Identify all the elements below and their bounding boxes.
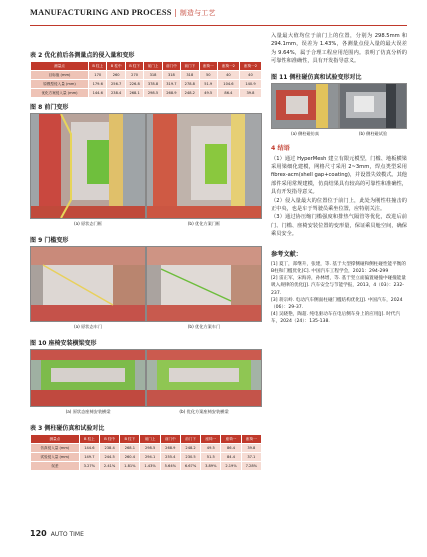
figure-9-caption: 图 9 门槛变形 bbox=[30, 237, 69, 244]
figure-8-caption: 图 8 前门变形 bbox=[30, 104, 69, 111]
table-header: 座椅一 bbox=[221, 435, 241, 444]
table-cell: 179.6 bbox=[89, 80, 107, 89]
table-cell: 144.6 bbox=[79, 444, 99, 453]
table-cell: 50 bbox=[199, 71, 217, 80]
table-header: B 柱下 bbox=[120, 435, 140, 444]
fig9-image-b bbox=[146, 246, 262, 322]
table3-header-row bbox=[31, 435, 262, 444]
conclusion-paragraph-3: （3）通过协压缩门槛强度和排热气隔管等优化，改进后前门、门槛、座椅安装位置的变形量，保证乘员舱空间，确保乘员安全。 bbox=[271, 214, 407, 238]
reference-item: [3] 蒋宗岭. 电动汽车侧面柱碰门槛结构优化[J]. 中国汽车，2024（06）：29-37. bbox=[271, 297, 403, 310]
table-cell: 230.5 bbox=[180, 453, 200, 462]
table-header: 前门中 bbox=[160, 435, 180, 444]
table-cell: 226.8 bbox=[125, 80, 143, 89]
fig8-image-a bbox=[30, 113, 146, 219]
table-header: 测量点 bbox=[31, 435, 80, 444]
conclusion-paragraph-1: （1）通过 HyperMesh 建立有限元模型，门槛、地板横梁采用梁细化建模，网格尺寸采用 2~3mm，焊点类型采用 fibrex-acm(shell gap+coating)，并设置失效模式。其他部件采用常规建模，仿真结果具有较高的可靠性和准确性，具有开发指导意义。 bbox=[271, 155, 407, 196]
fig10-sub-b: (b) 优化方案座椅安装横梁 bbox=[179, 409, 229, 414]
right-column bbox=[271, 32, 407, 326]
fig8-sub-a: (a) 原状态门框 bbox=[73, 221, 103, 226]
table-cell: 5.64% bbox=[160, 462, 180, 471]
table-cell: 51.5 bbox=[201, 453, 221, 462]
table-cell: 238.4 bbox=[107, 89, 125, 98]
table-cell: 原模型侵入量 (mm) bbox=[31, 80, 89, 89]
header-title-en: MANUFACTURING AND PROCESS bbox=[30, 8, 172, 17]
table-cell: 误差 bbox=[31, 462, 80, 471]
table-cell: 318 bbox=[162, 71, 180, 80]
table-cell: 51.9 bbox=[199, 80, 217, 89]
table-cell: 255.4 bbox=[160, 453, 180, 462]
table-header: 前门下 bbox=[181, 62, 199, 71]
table-cell: 298.5 bbox=[140, 444, 160, 453]
table-cell: 248.2 bbox=[180, 444, 200, 453]
fig8-sub-b: (b) 优化方案门框 bbox=[187, 221, 221, 226]
references-heading: 参考文献： bbox=[271, 250, 302, 258]
conclusion-paragraph-2: （2）侵入量最大的位置位于前门上，此处为刚性柱撞击的正中央，也是车于驾驶员乘坐位置，应特别关注。 bbox=[271, 197, 407, 213]
table-cell: 40 bbox=[217, 71, 239, 80]
fig11-sub-a: (a) 侧柱碰仿真 bbox=[290, 130, 320, 136]
table-cell: 144.6 bbox=[89, 89, 107, 98]
table-cell: 318 bbox=[181, 71, 199, 80]
table-cell: 256.7 bbox=[107, 80, 125, 89]
table-cell: 278.8 bbox=[181, 80, 199, 89]
page-footer bbox=[30, 529, 84, 538]
table-cell: 270 bbox=[125, 71, 143, 80]
table-header: 座椅一2 bbox=[217, 62, 239, 71]
table-cell: 260.4 bbox=[120, 453, 140, 462]
table-cell: 1.43% bbox=[140, 462, 160, 471]
table-cell: 268.9 bbox=[160, 444, 180, 453]
table-cell: 86.4 bbox=[221, 444, 241, 453]
reference-item: [1] 夏丁，郑继升，张建，等. 基于大型撑侧碰和侧柱碰性能平衡的B柱和门槛优化[C]. 中国汽车工程学会，2021：294-299 bbox=[271, 261, 406, 274]
table-cell: 104.6 bbox=[217, 80, 239, 89]
table-cell: 268.1 bbox=[120, 444, 140, 453]
table-cell: 238.4 bbox=[100, 444, 120, 453]
header-rule bbox=[30, 25, 407, 26]
table-header: 座椅一 bbox=[201, 435, 221, 444]
table3-caption: 表 3 侧柱碰仿真和试验对比 bbox=[30, 425, 105, 432]
table-cell: 268.1 bbox=[125, 89, 143, 98]
table-cell: 244.5 bbox=[100, 453, 120, 462]
table2-caption: 表 2 优化前后各测量点的侵入量和变形 bbox=[30, 52, 135, 59]
table-header: B 柱上 bbox=[89, 62, 107, 71]
table-cell: 39.8 bbox=[241, 444, 261, 453]
fig10-image-b bbox=[146, 349, 262, 407]
fig9-image-a bbox=[30, 246, 146, 322]
table-header: 前门上 bbox=[144, 62, 162, 71]
table-row bbox=[31, 89, 262, 98]
table3 bbox=[30, 434, 262, 471]
table-cell: 86.4 bbox=[217, 89, 239, 98]
table-header: 前门中 bbox=[162, 62, 180, 71]
table-header: B 柱下 bbox=[125, 62, 143, 71]
table-header: B 柱中 bbox=[100, 435, 120, 444]
figure-11-caption: 图 11 侧柱碰仿真和试验变形对比 bbox=[271, 73, 362, 81]
table-header: 前门上 bbox=[140, 435, 160, 444]
figure-10-caption: 图 10 座椅安装横梁变形 bbox=[30, 340, 97, 347]
fig10-image-a bbox=[30, 349, 146, 407]
table-header: B 柱中 bbox=[107, 62, 125, 71]
table-row bbox=[31, 444, 262, 453]
table2-header-row bbox=[31, 62, 262, 71]
table-row bbox=[31, 462, 262, 471]
figure-11 bbox=[271, 72, 407, 137]
table-cell: 49.5 bbox=[201, 444, 221, 453]
table-cell: 仿真侵入量 (mm) bbox=[31, 444, 80, 453]
intro-paragraph: 入量最大值均位于前门上的位置，分别为 298.5mm 和 294.1mm，误差为 1.43%，各测量点侵入量的最大误差为 9.64%，属于合理工程应用范围内。表明了仿真分析的可靠性和准确性，具有开发指导意义。 bbox=[271, 33, 407, 65]
table-cell: 268.9 bbox=[162, 89, 180, 98]
table-cell: 40 bbox=[239, 71, 261, 80]
table-header: 前门下 bbox=[180, 435, 200, 444]
fig9-sub-b: (b) 优化方案车门 bbox=[187, 324, 221, 329]
table-cell: 298.5 bbox=[144, 89, 162, 98]
table-cell: 294.1 bbox=[140, 453, 160, 462]
table-cell: 319.7 bbox=[162, 80, 180, 89]
figure-8 bbox=[30, 102, 262, 227]
table-cell: 优化方案侵入量 (mm) bbox=[31, 89, 89, 98]
table-cell: 6.67% bbox=[180, 462, 200, 471]
left-column bbox=[30, 32, 262, 475]
table-cell: 39.8 bbox=[239, 89, 261, 98]
fig11-sub-b: (b) 侧柱碰试验 bbox=[358, 130, 388, 136]
table-header: 测量点 bbox=[31, 62, 89, 71]
fig8-image-b bbox=[146, 113, 262, 219]
table-cell: 37.1 bbox=[241, 453, 261, 462]
table-cell: 2.41% bbox=[100, 462, 120, 471]
table-cell: 试验侵入量 (mm) bbox=[31, 453, 80, 462]
table-cell: 378.8 bbox=[144, 80, 162, 89]
table-header: 座椅一 bbox=[241, 435, 261, 444]
table-row bbox=[31, 453, 262, 462]
fig10-sub-a: (a) 原状态座椅安装横梁 bbox=[65, 409, 111, 414]
table-cell: 1.81% bbox=[120, 462, 140, 471]
table-cell: 149.7 bbox=[79, 453, 99, 462]
table-cell: 260 bbox=[107, 71, 125, 80]
table-cell: 170 bbox=[89, 71, 107, 80]
table-cell: 2.19% bbox=[221, 462, 241, 471]
figure-10 bbox=[30, 338, 262, 415]
table-cell: 目标值 (mm) bbox=[31, 71, 89, 80]
reference-item: [2] 雷正军，宋海涛，孙林增，等. 基于竖立面偏置碰撞中碰撞能量吸入规律的优化[J]. 汽车安全与节能学报，2013，4（03）：232-237. bbox=[271, 276, 406, 296]
reference-item: [4] 吴晓艳，陶超. 纯电驱动车在电后侧车身上的应用[J]. 时代汽车，2024（24）：135-138. bbox=[271, 312, 400, 325]
table-header: 座椅一2 bbox=[239, 62, 261, 71]
table-cell: 3.27% bbox=[79, 462, 99, 471]
running-header bbox=[30, 8, 216, 18]
table-cell: 84.4 bbox=[221, 453, 241, 462]
table-cell: 3.89% bbox=[201, 462, 221, 471]
section-heading: 4 结语 bbox=[271, 144, 290, 152]
publication-name: AUTO TIME bbox=[50, 531, 84, 538]
page-number: 120 bbox=[30, 529, 47, 538]
table-header: B 柱上 bbox=[79, 435, 99, 444]
header-title-cn: 制造与工艺 bbox=[179, 9, 216, 17]
figure-9 bbox=[30, 235, 262, 330]
table-row bbox=[31, 71, 262, 80]
header-separator: | bbox=[174, 8, 177, 17]
table-cell: 140.9 bbox=[239, 80, 261, 89]
table-cell: 318 bbox=[144, 71, 162, 80]
fig9-sub-a: (a) 原状态车门 bbox=[73, 324, 103, 329]
table-cell: 248.2 bbox=[181, 89, 199, 98]
table-row bbox=[31, 80, 262, 89]
fig11-image-b bbox=[339, 83, 407, 129]
table2 bbox=[30, 61, 262, 98]
table-cell: 7.28% bbox=[241, 462, 261, 471]
table-header: 座椅一 bbox=[199, 62, 217, 71]
fig11-image-a bbox=[271, 83, 339, 129]
table-cell: 49.5 bbox=[199, 89, 217, 98]
